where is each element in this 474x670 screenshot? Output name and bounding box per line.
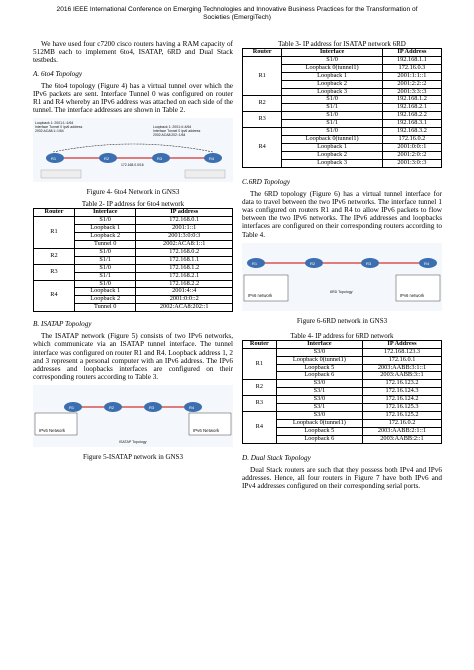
ip-cell: 172.168.1.2 bbox=[136, 264, 233, 272]
svg-text:R1: R1 bbox=[51, 156, 57, 162]
ip-cell: 172.16.123.2 bbox=[362, 380, 441, 388]
ip-cell: 172.168.1.1 bbox=[136, 256, 233, 264]
interface-cell: S1/1 bbox=[282, 120, 383, 128]
fig6-center-label: 6RD Topology bbox=[330, 289, 353, 294]
interface-cell: S3/1 bbox=[276, 388, 362, 396]
ip-cell: 192.168.1.2 bbox=[382, 96, 441, 104]
interface-cell: Loopback 0(tunnel1) bbox=[276, 419, 362, 427]
interface-cell: Loopback 0(tunnel1) bbox=[282, 135, 383, 143]
table-3 bbox=[242, 48, 442, 168]
ip-cell: 192.168.3.2 bbox=[382, 128, 441, 136]
fig4-router-r3 bbox=[152, 153, 170, 163]
figure-4-caption: Figure 4- 6to4 Network in GNS3 bbox=[86, 188, 180, 197]
fig4-router-r1 bbox=[46, 153, 64, 163]
interface-cell: S1/0 bbox=[74, 264, 136, 272]
router-cell: R3 bbox=[34, 264, 75, 280]
table-row bbox=[34, 217, 233, 225]
t3-header-ip: IP Address bbox=[382, 49, 441, 57]
interface-cell: S1/1 bbox=[282, 104, 383, 112]
fig4-router-r2 bbox=[99, 153, 117, 163]
ip-cell: 2001:0:0::1 bbox=[382, 143, 441, 151]
router-cell: R2 bbox=[243, 380, 277, 396]
fig6-router-r3 bbox=[361, 258, 379, 268]
t2-header-interface: Interface bbox=[74, 209, 136, 217]
ip-cell: 172.16.0.2 bbox=[362, 419, 441, 427]
figure-5 bbox=[33, 385, 233, 462]
t3-header-router: Router bbox=[243, 49, 282, 57]
ip-cell: 172.16.125.2 bbox=[362, 411, 441, 419]
table-row bbox=[243, 348, 442, 356]
svg-text:R2: R2 bbox=[104, 156, 110, 162]
ip-cell: 2001:3:0:0:3 bbox=[136, 233, 233, 241]
interface-cell: Tunnel 0 bbox=[74, 241, 136, 249]
interface-cell: Loopback 5 bbox=[276, 427, 362, 435]
interface-cell: Tunnel 0 bbox=[74, 304, 136, 312]
table-2-caption: Table 2- IP address for 6to4 network bbox=[81, 200, 185, 209]
table-row bbox=[34, 248, 233, 256]
interface-cell: Loopback 6 bbox=[276, 372, 362, 380]
section-c-heading: C.6RD Topology bbox=[242, 177, 291, 186]
router-cell: R1 bbox=[34, 217, 75, 249]
section-d-paragraph: Dual Stack routers are such that they possess both IPv4 and IPv6 addresses. Hence, all four routers in Figure 7 have both IPv6 and IPv4 addresses configured on their corresponding serial ports. bbox=[242, 465, 442, 490]
interface-cell: S1/0 bbox=[282, 56, 383, 64]
fig4-net-label: 172.168.0.0/16 bbox=[121, 163, 144, 168]
interface-cell: S1/0 bbox=[74, 217, 136, 225]
interface-cell: Loopback 2 bbox=[282, 80, 383, 88]
ip-cell: 172.16.0.2 bbox=[382, 135, 441, 143]
interface-cell: Loopback 1 bbox=[282, 143, 383, 151]
table-4-caption: Table 4- IP address for 6RD network bbox=[290, 331, 394, 340]
fig5-router-r2 bbox=[104, 402, 122, 412]
interface-cell: S1/0 bbox=[282, 112, 383, 120]
table-row bbox=[34, 264, 233, 272]
interface-cell: Loopback 1 bbox=[74, 288, 136, 296]
t4-header-router: Router bbox=[243, 340, 277, 348]
ip-cell: 2003:AABB:3::1 bbox=[362, 372, 441, 380]
table-2 bbox=[33, 208, 233, 312]
ip-cell: 172.168.0.2 bbox=[136, 248, 233, 256]
interface-cell: Loopback 3 bbox=[282, 159, 383, 167]
ip-cell: 2001:1:1::1 bbox=[382, 72, 441, 80]
ip-cell: 172.16.125.3 bbox=[362, 404, 441, 412]
fig4-label-left: Loopback 1: 2001:1::1/64 bbox=[35, 121, 74, 126]
fig5-net-right: IPv6 Network bbox=[193, 428, 220, 434]
intro-paragraph: We have used four c7200 cisco routers having a RAM capacity of 512MB each to implement 6to4, ISATAP, 6RD and Dual Stack testbeds. bbox=[33, 40, 233, 65]
router-cell: R3 bbox=[243, 112, 282, 128]
interface-cell: S3/0 bbox=[276, 396, 362, 404]
router-cell: R2 bbox=[243, 96, 282, 112]
ip-cell: 172.168.2.2 bbox=[136, 280, 233, 288]
section-a-paragraph: The 6to4 topology (Figure 4) has a virtual tunnel over which the IPv6 packets are sent. Interface Tunnel 0 was configured on router R1 and R4 whereby an IPv6 address was attached on each side of the tunnel. The interface addresses are shown in Table 2. bbox=[33, 81, 233, 115]
figure-4 bbox=[33, 118, 233, 197]
fig4-label-right-3: 2002:ACA8:202::1/64 bbox=[153, 133, 186, 138]
table-row bbox=[34, 280, 233, 288]
ip-cell: 2003:AABB:3:1::1 bbox=[362, 364, 441, 372]
interface-cell: Loopback 0(tunnel1) bbox=[276, 356, 362, 364]
t4-header-ip: IP Address bbox=[362, 340, 441, 348]
section-b-heading: B. ISATAP Topology bbox=[33, 320, 92, 329]
ip-cell: 192.168.2.2 bbox=[382, 112, 441, 120]
fig6-router-r4 bbox=[419, 258, 437, 268]
interface-cell: Loopback 0(tunnel1) bbox=[282, 64, 383, 72]
section-a-heading: A. 6to4 Topology bbox=[33, 69, 83, 78]
svg-text:R2: R2 bbox=[109, 405, 115, 411]
ip-cell: 192.168.1.1 bbox=[382, 56, 441, 64]
interface-cell: Loopback 2 bbox=[74, 233, 136, 241]
fig4-router-r4 bbox=[204, 153, 222, 163]
right-column bbox=[242, 40, 442, 490]
fig5-bottom-label: ISATAP Topology bbox=[119, 440, 147, 445]
ip-cell: 172.16.124.2 bbox=[362, 396, 441, 404]
figure-6-caption: Figure 6-6RD network in GNS3 bbox=[296, 316, 388, 325]
interface-cell: Loopback 3 bbox=[282, 88, 383, 96]
figure-5-caption: Figure 5-ISATAP network in GNS3 bbox=[83, 453, 183, 462]
ip-cell: 172.168.0.1 bbox=[136, 217, 233, 225]
ip-cell: 172.16.124.3 bbox=[362, 388, 441, 396]
ip-cell: 2002:ACA8:1::1 bbox=[136, 241, 233, 249]
section-d-heading: D. Dual Stack Topology bbox=[242, 453, 311, 462]
svg-text:R2: R2 bbox=[310, 260, 316, 266]
header-line-1: 2016 IEEE International Conference on Emerging Technologies and Innovative Business Practices for the Transformation of bbox=[56, 6, 418, 13]
t4-header-interface: Interface bbox=[276, 340, 362, 348]
interface-cell: S1/0 bbox=[282, 128, 383, 136]
ip-cell: 2002:ACA8:202::1 bbox=[136, 304, 233, 312]
ip-cell: 2001:3:0::3 bbox=[382, 159, 441, 167]
svg-text:R3: R3 bbox=[366, 260, 372, 266]
router-cell: R4 bbox=[243, 411, 277, 443]
router-cell: R1 bbox=[243, 56, 282, 96]
ip-cell: 2001:4::4 bbox=[136, 288, 233, 296]
interface-cell: S1/1 bbox=[74, 256, 136, 264]
ip-cell: 192.168.2.1 bbox=[382, 104, 441, 112]
ip-cell: 2001:1::1 bbox=[136, 225, 233, 233]
fig5-router-r3 bbox=[144, 402, 162, 412]
t4-body bbox=[243, 348, 442, 443]
interface-cell: S3/0 bbox=[276, 380, 362, 388]
interface-cell: S1/1 bbox=[74, 272, 136, 280]
interface-cell: S3/1 bbox=[276, 404, 362, 412]
t3-body bbox=[243, 56, 442, 167]
ip-cell: 172.168.2.1 bbox=[136, 272, 233, 280]
conference-header bbox=[22, 6, 452, 22]
router-cell: R3 bbox=[243, 396, 277, 412]
svg-text:R3: R3 bbox=[157, 156, 163, 162]
router-cell: R4 bbox=[34, 280, 75, 312]
svg-text:R4: R4 bbox=[189, 405, 195, 411]
interface-cell: S1/0 bbox=[282, 96, 383, 104]
ip-cell: 2001:3:3::3 bbox=[382, 88, 441, 96]
left-column bbox=[33, 40, 233, 462]
router-cell: R1 bbox=[243, 348, 277, 380]
table-4 bbox=[242, 340, 442, 444]
fig4-label-right-2: Interface Tunnel 0 ipv6 address bbox=[153, 129, 201, 134]
figure-5-diagram bbox=[33, 385, 233, 447]
ip-cell: 172.168.123.3 bbox=[362, 348, 441, 356]
fig5-net-left: IPv6 Network bbox=[39, 428, 66, 434]
fig4-label-left-3: 2002:ACA8:1::1/64 bbox=[35, 129, 64, 134]
fig6-net-left: IPv6 network bbox=[248, 292, 273, 298]
t2-header-router: Router bbox=[34, 209, 75, 217]
t2-body bbox=[34, 217, 233, 312]
figure-6-diagram bbox=[242, 243, 442, 311]
ip-cell: 2003:AABB:2::1 bbox=[362, 435, 441, 443]
figure-4-diagram bbox=[33, 118, 233, 182]
ip-cell: 192.168.3.1 bbox=[382, 120, 441, 128]
router-cell: R4 bbox=[243, 128, 282, 168]
interface-cell: Loopback 6 bbox=[276, 435, 362, 443]
fig5-router-r4 bbox=[184, 402, 202, 412]
ip-cell: 2003:AABB:2:1::1 bbox=[362, 427, 441, 435]
fig6-router-r2 bbox=[305, 258, 323, 268]
svg-text:R3: R3 bbox=[149, 405, 155, 411]
ip-cell: 172.16.0.3 bbox=[382, 64, 441, 72]
ip-cell: 2001:2:2::2 bbox=[382, 80, 441, 88]
interface-cell: Loopback 2 bbox=[74, 296, 136, 304]
fig6-net-right: IPv6 network bbox=[400, 292, 425, 298]
interface-cell: Loopback 1 bbox=[74, 225, 136, 233]
ip-cell: 2001:0:0::2 bbox=[136, 296, 233, 304]
svg-text:R1: R1 bbox=[69, 405, 75, 411]
table-3-caption: Table 3- IP address for ISATAP network 6RD bbox=[278, 40, 406, 48]
router-cell: R2 bbox=[34, 248, 75, 264]
fig4-label-left-2: Interface Tunnel 0 ipv6 address bbox=[35, 125, 83, 130]
t3-header-interface: Interface bbox=[282, 49, 383, 57]
fig5-router-r1 bbox=[64, 402, 82, 412]
interface-cell: Loopback 2 bbox=[282, 151, 383, 159]
interface-cell: Loopback 1 bbox=[282, 72, 383, 80]
section-b-paragraph: The ISATAP network (Figure 5) consists of two IPv6 networks, which communicate via an ISATAP tunnel interface. The tunnel interface was configured on router R1 and R4. Loopback address 1, 2 and 3 represent a personal computer with an IPv6 address. The IPv6 addresses and loopbacks interfaces are configured on their corresponding routers according to Table 3. bbox=[33, 332, 233, 382]
fig4-label-right: Loopback 1: 2001:4::4/64 bbox=[153, 125, 192, 130]
section-c-paragraph: The 6RD topology (Figure 6) has a virtual tunnel interface for data to travel between the two IPv6 networks. The interface tunnel 1 was configured on routers R1 and R4 to allow IPv6 packets to flow between the two IPv6 networks. The IPv6 addresses and loopbacks interfaces are configured on their corresponding routers according to Table 4. bbox=[242, 189, 442, 239]
figure-6 bbox=[242, 243, 442, 326]
interface-cell: S3/0 bbox=[276, 348, 362, 356]
svg-text:R4: R4 bbox=[424, 260, 430, 266]
svg-text:R4: R4 bbox=[209, 156, 215, 162]
svg-text:R1: R1 bbox=[252, 260, 258, 266]
fig6-router-r1 bbox=[247, 258, 265, 268]
interface-cell: S3/0 bbox=[276, 411, 362, 419]
interface-cell: S1/0 bbox=[74, 280, 136, 288]
interface-cell: S1/0 bbox=[74, 248, 136, 256]
interface-cell: Loopback 5 bbox=[276, 364, 362, 372]
ip-cell: 172.16.0.1 bbox=[362, 356, 441, 364]
ip-cell: 2001:2:0::2 bbox=[382, 151, 441, 159]
header-line-2: Societies (EmergiTech) bbox=[203, 14, 271, 21]
t2-header-ip: IP address bbox=[136, 209, 233, 217]
